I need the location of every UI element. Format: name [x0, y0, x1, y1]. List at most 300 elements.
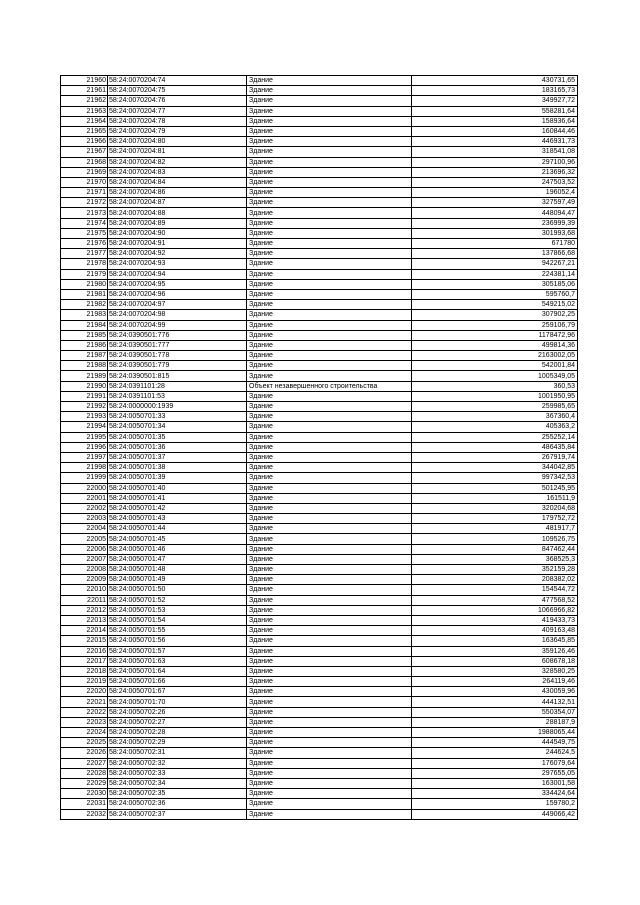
object-type-cell: Здание: [247, 636, 412, 646]
cadastral-number-cell: 58:24:0070204:92: [108, 249, 247, 259]
table-row: [61, 717, 578, 727]
table-row: [61, 249, 578, 259]
object-type-cell: Здание: [247, 615, 412, 625]
object-type-cell: Здание: [247, 320, 412, 330]
table-row: [61, 758, 578, 768]
cadastral-number-cell: 58:24:0391101:53: [108, 391, 247, 401]
table-row: [61, 391, 578, 401]
table-row: [61, 778, 578, 788]
cadastral-number-cell: 58:24:0070204:98: [108, 310, 247, 320]
object-type-cell: Здание: [247, 269, 412, 279]
row-number-cell: 21993: [61, 412, 108, 422]
cadastral-number-cell: 58:24:0070204:81: [108, 147, 247, 157]
table-row: [61, 198, 578, 208]
row-number-cell: 21979: [61, 269, 108, 279]
object-type-cell: Здание: [247, 707, 412, 717]
cadastral-number-cell: 58:24:0050701:45: [108, 534, 247, 544]
row-number-cell: 21988: [61, 361, 108, 371]
table-row: [61, 432, 578, 442]
object-type-cell: Здание: [247, 126, 412, 136]
object-type-cell: Здание: [247, 391, 412, 401]
table-row: [61, 707, 578, 717]
table-row: [61, 126, 578, 136]
cadastral-number-cell: 58:24:0050701:35: [108, 432, 247, 442]
object-type-cell: Здание: [247, 473, 412, 483]
row-number-cell: 21970: [61, 177, 108, 187]
row-number-cell: 22032: [61, 809, 108, 819]
table-row: [61, 483, 578, 493]
row-number-cell: 22025: [61, 738, 108, 748]
object-type-cell: Здание: [247, 677, 412, 687]
cadastral-value-cell: 446931,73: [412, 137, 578, 147]
object-type-cell: Здание: [247, 575, 412, 585]
table-row: [61, 167, 578, 177]
cadastral-number-cell: 58:24:0050702:27: [108, 717, 247, 727]
row-number-cell: 21982: [61, 300, 108, 310]
row-number-cell: 22000: [61, 483, 108, 493]
row-number-cell: 21989: [61, 371, 108, 381]
cadastral-number-cell: 58:24:0050701:43: [108, 514, 247, 524]
table-row: [61, 442, 578, 452]
row-number-cell: 21983: [61, 310, 108, 320]
cadastral-number-cell: 58:24:0000000:1939: [108, 402, 247, 412]
cadastral-value-cell: 224381,14: [412, 269, 578, 279]
cadastral-value-cell: 558281,64: [412, 106, 578, 116]
cadastral-number-cell: 58:24:0050701:38: [108, 463, 247, 473]
table-row: [61, 677, 578, 687]
cadastral-value-cell: 328580,25: [412, 666, 578, 676]
object-type-cell: Здание: [247, 595, 412, 605]
table-row: [61, 422, 578, 432]
row-number-cell: 22023: [61, 717, 108, 727]
object-type-cell: Здание: [247, 259, 412, 269]
table-row: [61, 636, 578, 646]
table-row: [61, 361, 578, 371]
table-row: [61, 595, 578, 605]
object-type-cell: Здание: [247, 789, 412, 799]
table-row: [61, 554, 578, 564]
cadastral-number-cell: 58:24:0070204:94: [108, 269, 247, 279]
table-row: [61, 524, 578, 534]
object-type-cell: Здание: [247, 157, 412, 167]
row-number-cell: 22013: [61, 615, 108, 625]
cadastral-value-cell: 327597,49: [412, 198, 578, 208]
object-type-cell: Здание: [247, 289, 412, 299]
cadastral-number-cell: 58:24:0070204:77: [108, 106, 247, 116]
row-number-cell: 21987: [61, 351, 108, 361]
cadastral-value-cell: 671780: [412, 239, 578, 249]
cadastral-value-cell: 349927,72: [412, 96, 578, 106]
table-row: [61, 666, 578, 676]
cadastral-value-cell: 163645,85: [412, 636, 578, 646]
row-number-cell: 22001: [61, 493, 108, 503]
cadastral-value-cell: 1178472,96: [412, 330, 578, 340]
cadastral-number-cell: 58:24:0050701:66: [108, 677, 247, 687]
row-number-cell: 21978: [61, 259, 108, 269]
row-number-cell: 21991: [61, 391, 108, 401]
cadastral-number-cell: 58:24:0050701:55: [108, 626, 247, 636]
table-row: [61, 575, 578, 585]
cadastral-number-cell: 58:24:0050702:34: [108, 778, 247, 788]
table-row: [61, 371, 578, 381]
row-number-cell: 21976: [61, 239, 108, 249]
cadastral-value-cell: 352159,28: [412, 565, 578, 575]
cadastral-number-cell: 58:24:0050701:67: [108, 687, 247, 697]
cadastral-value-cell: 477568,52: [412, 595, 578, 605]
cadastral-value-cell: 297100,96: [412, 157, 578, 167]
cadastral-value-cell: 179752,72: [412, 514, 578, 524]
cadastral-number-cell: 58:24:0050701:57: [108, 646, 247, 656]
object-type-cell: Здание: [247, 748, 412, 758]
cadastral-number-cell: 58:24:0070204:93: [108, 259, 247, 269]
cadastral-value-cell: 595760,7: [412, 289, 578, 299]
table-row: [61, 615, 578, 625]
cadastral-number-cell: 58:24:0050701:64: [108, 666, 247, 676]
row-number-cell: 22011: [61, 595, 108, 605]
row-number-cell: 22003: [61, 514, 108, 524]
row-number-cell: 22004: [61, 524, 108, 534]
cadastral-value-cell: 213696,32: [412, 167, 578, 177]
cadastral-number-cell: 58:24:0070204:99: [108, 320, 247, 330]
object-type-cell: Здание: [247, 565, 412, 575]
cadastral-number-cell: 58:24:0050702:26: [108, 707, 247, 717]
cadastral-value-cell: 297655,05: [412, 768, 578, 778]
cadastral-value-cell: 320204,68: [412, 503, 578, 513]
row-number-cell: 21998: [61, 463, 108, 473]
table-row: [61, 768, 578, 778]
cadastral-number-cell: 58:24:0050701:63: [108, 656, 247, 666]
object-type-cell: Здание: [247, 106, 412, 116]
table-row: [61, 96, 578, 106]
cadastral-value-cell: 163001,58: [412, 778, 578, 788]
cadastral-number-cell: 58:24:0050701:50: [108, 585, 247, 595]
row-number-cell: 21965: [61, 126, 108, 136]
object-type-cell: Здание: [247, 534, 412, 544]
table-row: [61, 565, 578, 575]
row-number-cell: 21962: [61, 96, 108, 106]
cadastral-value-cell: 359126,46: [412, 646, 578, 656]
cadastral-value-cell: 444132,51: [412, 697, 578, 707]
row-number-cell: 21996: [61, 442, 108, 452]
object-type-cell: Здание: [247, 626, 412, 636]
object-type-cell: Здание: [247, 432, 412, 442]
cadastral-value-cell: 608678,18: [412, 656, 578, 666]
object-type-cell: Здание: [247, 228, 412, 238]
row-number-cell: 22016: [61, 646, 108, 656]
object-type-cell: Здание: [247, 524, 412, 534]
table-row: [61, 228, 578, 238]
row-number-cell: 22008: [61, 565, 108, 575]
cadastral-value-cell: 264119,46: [412, 677, 578, 687]
row-number-cell: 21973: [61, 208, 108, 218]
table-row: [61, 300, 578, 310]
row-number-cell: 22020: [61, 687, 108, 697]
table-row: [61, 381, 578, 391]
cadastral-number-cell: 58:24:0050701:46: [108, 544, 247, 554]
object-type-cell: Здание: [247, 167, 412, 177]
row-number-cell: 21967: [61, 147, 108, 157]
cadastral-number-cell: 58:24:0050702:37: [108, 809, 247, 819]
cadastral-value-cell: 288187,9: [412, 717, 578, 727]
table-row: [61, 544, 578, 554]
cadastral-number-cell: 58:24:0050701:53: [108, 605, 247, 615]
object-type-cell: Здание: [247, 361, 412, 371]
row-number-cell: 22014: [61, 626, 108, 636]
table-row: [61, 76, 578, 86]
object-type-cell: Здание: [247, 310, 412, 320]
table-row: [61, 269, 578, 279]
object-type-cell: Здание: [247, 330, 412, 340]
object-type-cell: Здание: [247, 544, 412, 554]
table-body: [61, 76, 578, 820]
table-row: [61, 789, 578, 799]
object-type-cell: Здание: [247, 208, 412, 218]
cadastral-number-cell: 58:24:0070204:83: [108, 167, 247, 177]
cadastral-value-cell: 367360,4: [412, 412, 578, 422]
cadastral-value-cell: 2163002,05: [412, 351, 578, 361]
object-type-cell: Здание: [247, 300, 412, 310]
row-number-cell: 22005: [61, 534, 108, 544]
cadastral-value-cell: 307902,25: [412, 310, 578, 320]
table-row: [61, 106, 578, 116]
cadastral-value-cell: 161511,9: [412, 493, 578, 503]
row-number-cell: 22021: [61, 697, 108, 707]
cadastral-value-cell: 1001950,95: [412, 391, 578, 401]
cadastral-value-cell: 499814,36: [412, 340, 578, 350]
row-number-cell: 22028: [61, 768, 108, 778]
cadastral-number-cell: 58:24:0390501:778: [108, 351, 247, 361]
object-type-cell: Здание: [247, 218, 412, 228]
object-type-cell: Здание: [247, 483, 412, 493]
row-number-cell: 22007: [61, 554, 108, 564]
row-number-cell: 22002: [61, 503, 108, 513]
table-row: [61, 116, 578, 126]
cadastral-value-cell: 154544,72: [412, 585, 578, 595]
cadastral-value-cell: 176079,64: [412, 758, 578, 768]
cadastral-number-cell: 58:24:0050701:70: [108, 697, 247, 707]
object-type-cell: Здание: [247, 687, 412, 697]
table-row: [61, 310, 578, 320]
object-type-cell: Здание: [247, 452, 412, 462]
cadastral-number-cell: 58:24:0050701:44: [108, 524, 247, 534]
cadastral-value-cell: 247503,52: [412, 177, 578, 187]
object-type-cell: Здание: [247, 351, 412, 361]
row-number-cell: 22009: [61, 575, 108, 585]
cadastral-number-cell: 58:24:0070204:79: [108, 126, 247, 136]
cadastral-value-cell: 301993,68: [412, 228, 578, 238]
row-number-cell: 21963: [61, 106, 108, 116]
row-number-cell: 21980: [61, 279, 108, 289]
table-row: [61, 279, 578, 289]
object-type-cell: Здание: [247, 137, 412, 147]
object-type-cell: Здание: [247, 493, 412, 503]
table-row: [61, 728, 578, 738]
table-row: [61, 656, 578, 666]
cadastral-value-cell: 196052,4: [412, 188, 578, 198]
table-row: [61, 147, 578, 157]
object-type-cell: Здание: [247, 778, 412, 788]
table-row: [61, 626, 578, 636]
row-number-cell: 22015: [61, 636, 108, 646]
cadastral-number-cell: 58:24:0050701:37: [108, 452, 247, 462]
cadastral-value-cell: 1066966,82: [412, 605, 578, 615]
cadastral-value-cell: 259106,79: [412, 320, 578, 330]
object-type-cell: Здание: [247, 402, 412, 412]
cadastral-value-cell: 159780,2: [412, 799, 578, 809]
cadastral-value-cell: 368525,3: [412, 554, 578, 564]
cadastral-number-cell: 58:24:0070204:76: [108, 96, 247, 106]
cadastral-value-cell: 183165,73: [412, 86, 578, 96]
cadastral-value-cell: 259985,65: [412, 402, 578, 412]
table-row: [61, 809, 578, 819]
row-number-cell: 21960: [61, 76, 108, 86]
cadastral-number-cell: 58:24:0070204:90: [108, 228, 247, 238]
cadastral-number-cell: 58:24:0391101:28: [108, 381, 247, 391]
cadastral-number-cell: 58:24:0050701:42: [108, 503, 247, 513]
row-number-cell: 21971: [61, 188, 108, 198]
cadastral-number-cell: 58:24:0050702:28: [108, 728, 247, 738]
cadastral-number-cell: 58:24:0070204:78: [108, 116, 247, 126]
cadastral-number-cell: 58:24:0050701:52: [108, 595, 247, 605]
row-number-cell: 21984: [61, 320, 108, 330]
cadastral-number-cell: 58:24:0390501:777: [108, 340, 247, 350]
table-row: [61, 320, 578, 330]
cadastral-number-cell: 58:24:0070204:89: [108, 218, 247, 228]
object-type-cell: Здание: [247, 514, 412, 524]
row-number-cell: 21986: [61, 340, 108, 350]
row-number-cell: 22019: [61, 677, 108, 687]
row-number-cell: 22027: [61, 758, 108, 768]
object-type-cell: Здание: [247, 768, 412, 778]
cadastral-number-cell: 58:24:0050702:33: [108, 768, 247, 778]
row-number-cell: 22030: [61, 789, 108, 799]
object-type-cell: Здание: [247, 96, 412, 106]
table-row: [61, 697, 578, 707]
table-row: [61, 799, 578, 809]
row-number-cell: 21999: [61, 473, 108, 483]
cadastral-value-cell: 208382,02: [412, 575, 578, 585]
cadastral-number-cell: 58:24:0050702:31: [108, 748, 247, 758]
row-number-cell: 21992: [61, 402, 108, 412]
object-type-cell: Объект незавершенного строительства: [247, 381, 412, 391]
cadastral-value-cell: 847462,44: [412, 544, 578, 554]
cadastral-value-cell: 942267,21: [412, 259, 578, 269]
cadastral-value-table: [60, 75, 578, 820]
cadastral-value-cell: 255252,14: [412, 432, 578, 442]
row-number-cell: 22024: [61, 728, 108, 738]
cadastral-number-cell: 58:24:0390501:776: [108, 330, 247, 340]
object-type-cell: Здание: [247, 666, 412, 676]
row-number-cell: 22029: [61, 778, 108, 788]
cadastral-value-cell: 1005349,05: [412, 371, 578, 381]
object-type-cell: Здание: [247, 799, 412, 809]
table-row: [61, 473, 578, 483]
table-row: [61, 748, 578, 758]
object-type-cell: Здание: [247, 717, 412, 727]
cadastral-value-cell: 160844,46: [412, 126, 578, 136]
table-row: [61, 605, 578, 615]
row-number-cell: 21995: [61, 432, 108, 442]
object-type-cell: Здание: [247, 340, 412, 350]
object-type-cell: Здание: [247, 239, 412, 249]
cadastral-number-cell: 58:24:0070204:80: [108, 137, 247, 147]
cadastral-value-cell: 430059,96: [412, 687, 578, 697]
cadastral-value-cell: 109526,75: [412, 534, 578, 544]
cadastral-number-cell: 58:24:0050701:39: [108, 473, 247, 483]
cadastral-number-cell: 58:24:0050702:35: [108, 789, 247, 799]
table-row: [61, 514, 578, 524]
object-type-cell: Здание: [247, 554, 412, 564]
row-number-cell: 21961: [61, 86, 108, 96]
table-row: [61, 687, 578, 697]
cadastral-value-cell: 501245,95: [412, 483, 578, 493]
cadastral-value-cell: 305185,06: [412, 279, 578, 289]
object-type-cell: Здание: [247, 188, 412, 198]
cadastral-number-cell: 58:24:0070204:97: [108, 300, 247, 310]
cadastral-number-cell: 58:24:0070204:87: [108, 198, 247, 208]
cadastral-number-cell: 58:24:0050701:47: [108, 554, 247, 564]
table-row: [61, 738, 578, 748]
cadastral-value-cell: 449066,42: [412, 809, 578, 819]
cadastral-number-cell: 58:24:0070204:84: [108, 177, 247, 187]
cadastral-number-cell: 58:24:0070204:88: [108, 208, 247, 218]
table-row: [61, 157, 578, 167]
row-number-cell: 21981: [61, 289, 108, 299]
cadastral-number-cell: 58:24:0070204:82: [108, 157, 247, 167]
row-number-cell: 21990: [61, 381, 108, 391]
object-type-cell: Здание: [247, 656, 412, 666]
cadastral-number-cell: 58:24:0070204:75: [108, 86, 247, 96]
cadastral-value-cell: 236999,39: [412, 218, 578, 228]
cadastral-number-cell: 58:24:0050701:36: [108, 442, 247, 452]
table-row: [61, 86, 578, 96]
row-number-cell: 21972: [61, 198, 108, 208]
table-row: [61, 259, 578, 269]
table-row: [61, 452, 578, 462]
object-type-cell: Здание: [247, 116, 412, 126]
cadastral-number-cell: 58:24:0050701:49: [108, 575, 247, 585]
cadastral-value-cell: 997342,53: [412, 473, 578, 483]
cadastral-value-cell: 267919,74: [412, 452, 578, 462]
object-type-cell: Здание: [247, 198, 412, 208]
row-number-cell: 21994: [61, 422, 108, 432]
table-row: [61, 239, 578, 249]
row-number-cell: 21964: [61, 116, 108, 126]
row-number-cell: 21969: [61, 167, 108, 177]
table-row: [61, 646, 578, 656]
object-type-cell: Здание: [247, 463, 412, 473]
cadastral-number-cell: 58:24:0050702:29: [108, 738, 247, 748]
cadastral-number-cell: 58:24:0070204:95: [108, 279, 247, 289]
cadastral-number-cell: 58:24:0050701:40: [108, 483, 247, 493]
cadastral-number-cell: 58:24:0390501:815: [108, 371, 247, 381]
cadastral-value-cell: 1988065,44: [412, 728, 578, 738]
object-type-cell: Здание: [247, 147, 412, 157]
table-row: [61, 463, 578, 473]
object-type-cell: Здание: [247, 738, 412, 748]
row-number-cell: 22026: [61, 748, 108, 758]
cadastral-number-cell: 58:24:0050701:33: [108, 412, 247, 422]
table-row: [61, 503, 578, 513]
table-row: [61, 330, 578, 340]
cadastral-number-cell: 58:24:0070204:91: [108, 239, 247, 249]
object-type-cell: Здание: [247, 646, 412, 656]
cadastral-value-cell: 137866,68: [412, 249, 578, 259]
cadastral-number-cell: 58:24:0050701:41: [108, 493, 247, 503]
object-type-cell: Здание: [247, 422, 412, 432]
row-number-cell: 21966: [61, 137, 108, 147]
row-number-cell: 21985: [61, 330, 108, 340]
